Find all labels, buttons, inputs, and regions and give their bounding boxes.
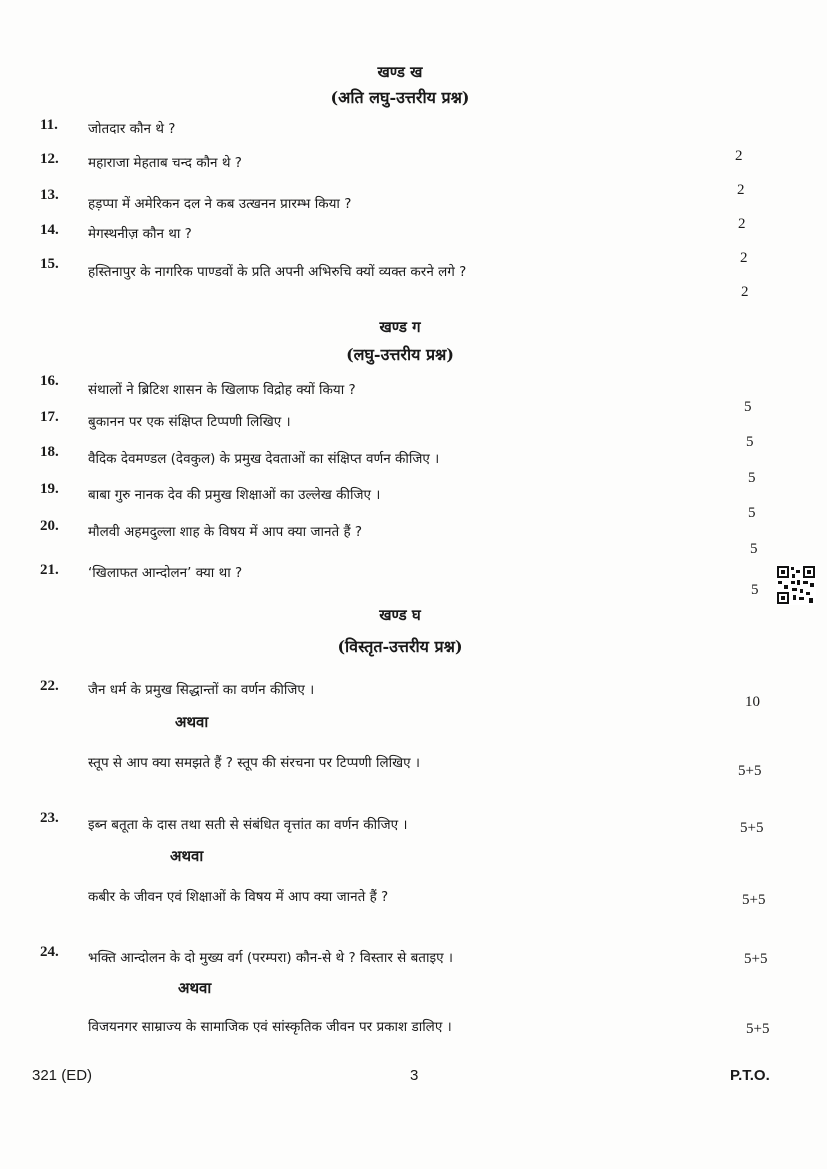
alternative-question-text: स्तूप से आप क्या समझते हैं ? स्तूप की संरचना पर टिप्पणी लिखिए । [88, 755, 421, 771]
or-label: अथवा [175, 713, 209, 731]
question-text: वैदिक देवमण्डल (देवकुल) के प्रमुख देवताओं का संक्षिप्त वर्णन कीजिए । [88, 451, 440, 467]
marks: 2 [738, 216, 746, 232]
question-number: 14. [40, 222, 59, 238]
section-subtitle-ga: (लघु-उत्तरीय प्रश्न) [346, 345, 454, 364]
question-number: 11. [40, 117, 58, 133]
question-text: हस्तिनापुर के नागरिक पाण्डवों के प्रति अपनी अभिरुचि क्यों व्यक्त करने लगे ? [88, 264, 467, 280]
question-number: 18. [40, 444, 59, 460]
question-text: इब्न बतूता के दास तथा सती से संबंधित वृत्तांत का वर्णन कीजिए । [88, 817, 408, 833]
question-number: 20. [40, 518, 59, 534]
or-label: अथवा [170, 847, 204, 865]
section-subtitle-gha: (विस्तृत-उत्तरीय प्रश्न) [337, 637, 463, 656]
section-title-gha: खण्ड घ [379, 606, 421, 624]
paper-code: 321 (ED) [32, 1067, 93, 1084]
marks: 2 [737, 182, 745, 198]
question-text: मेगस्थनीज़ कौन था ? [88, 226, 192, 242]
question-text: हड़प्पा में अमेरिकन दल ने कब उत्खनन प्रारम्भ किया ? [88, 196, 352, 212]
question-number: 12. [40, 151, 59, 167]
question-text: बाबा गुरु नानक देव की प्रमुख शिक्षाओं का उल्लेख कीजिए । [88, 487, 381, 503]
question-number: 15. [40, 256, 59, 272]
alternative-question-text: कबीर के जीवन एवं शिक्षाओं के विषय में आप क्या जानते हैं ? [88, 889, 389, 905]
question-text: जोतदार कौन थे ? [88, 121, 176, 137]
question-number: 19. [40, 481, 59, 497]
question-text: संथालों ने ब्रिटिश शासन के खिलाफ विद्रोह क्यों किया ? [88, 382, 356, 398]
qr-code [776, 565, 816, 605]
question-text: ‘खिलाफत आन्दोलन’ क्या था ? [88, 565, 243, 581]
question-text: मौलवी अहमदुल्ला शाह के विषय में आप क्या जानते हैं ? [88, 524, 363, 540]
section-title-ga: खण्ड ग [379, 318, 421, 336]
marks: 5 [748, 505, 756, 521]
question-text: भक्ति आन्दोलन के दो मुख्य वर्ग (परम्परा) कौन-से थे ? विस्तार से बताइए । [88, 950, 453, 966]
question-number: 13. [40, 187, 59, 203]
marks: 2 [741, 284, 749, 300]
marks: 10 [745, 694, 760, 710]
marks: 5+5 [740, 820, 764, 836]
question-text: महाराजा मेहताब चन्द कौन थे ? [88, 155, 242, 171]
marks: 5+5 [744, 951, 768, 967]
marks: 5+5 [746, 1021, 770, 1037]
marks: 2 [735, 148, 743, 164]
marks: 5+5 [742, 892, 766, 908]
marks: 5 [748, 470, 756, 486]
question-number: 21. [40, 562, 59, 578]
question-text: जैन धर्म के प्रमुख सिद्धान्तों का वर्णन कीजिए । [88, 682, 315, 698]
marks: 5+5 [738, 763, 762, 779]
question-number: 23. [40, 810, 59, 826]
section-subtitle-kha: (अति लघु-उत्तरीय प्रश्न) [330, 88, 470, 107]
marks: 5 [750, 541, 758, 557]
question-number: 24. [40, 944, 59, 960]
marks: 5 [751, 582, 759, 598]
page-number: 3 [410, 1067, 419, 1084]
alternative-question-text: विजयनगर साम्राज्य के सामाजिक एवं सांस्कृतिक जीवन पर प्रकाश डालिए । [88, 1019, 452, 1035]
section-title-kha: खण्ड ख [377, 63, 423, 81]
question-number: 22. [40, 678, 59, 694]
question-number: 16. [40, 373, 59, 389]
pto-label: P.T.O. [730, 1067, 770, 1084]
or-label: अथवा [178, 979, 212, 997]
question-number: 17. [40, 409, 59, 425]
marks: 5 [744, 399, 752, 415]
question-text: बुकानन पर एक संक्षिप्त टिप्पणी लिखिए । [88, 414, 291, 430]
marks: 5 [746, 434, 754, 450]
marks: 2 [740, 250, 748, 266]
